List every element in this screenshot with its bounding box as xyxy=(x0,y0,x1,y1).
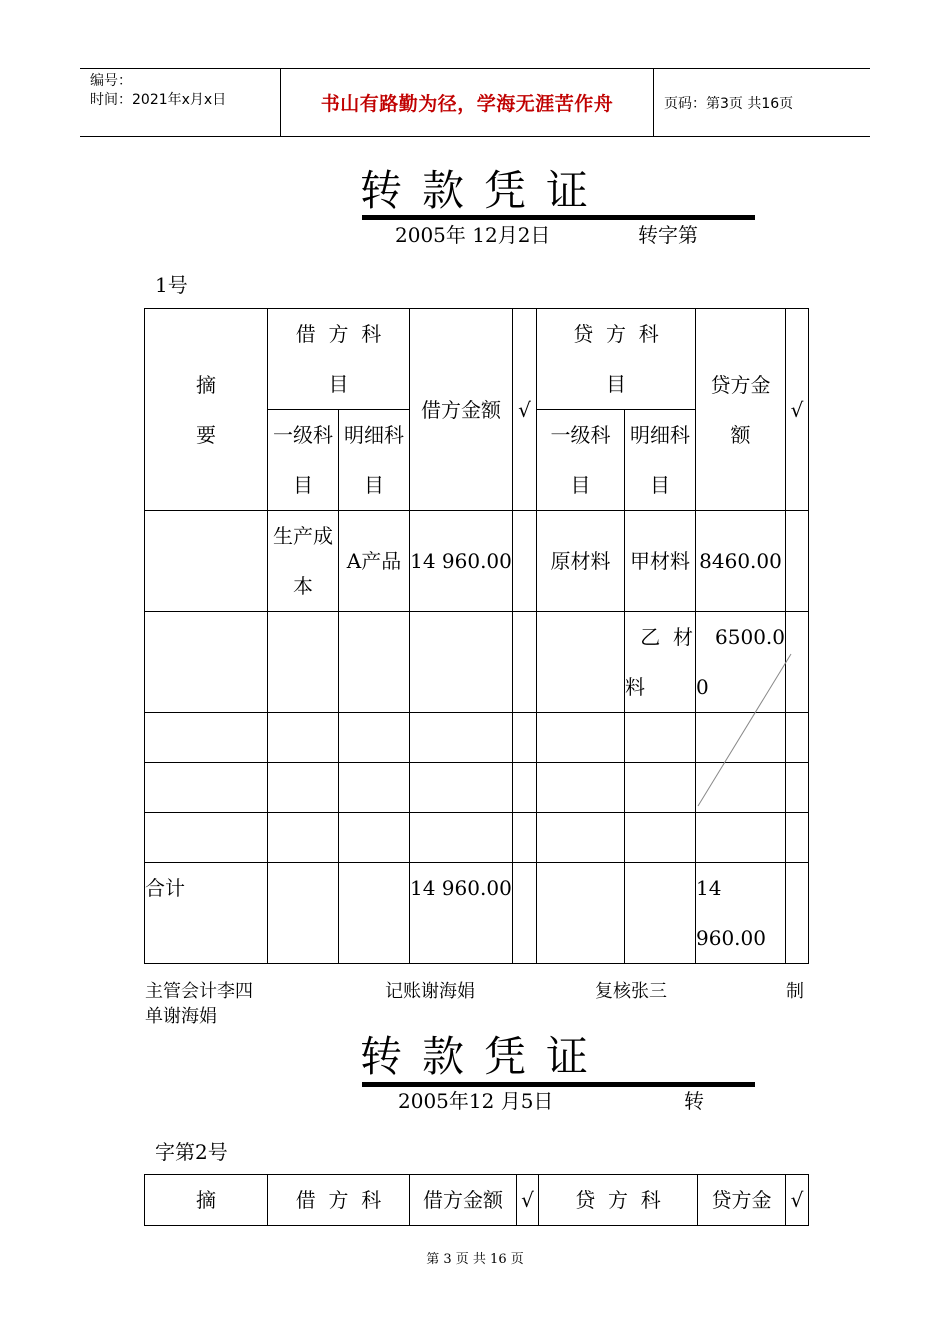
total-credit-amount xyxy=(696,863,786,964)
summary-header-line1: 摘 xyxy=(196,372,216,397)
header-left-cell xyxy=(80,69,281,136)
row4-cell xyxy=(513,763,537,813)
row5-cell xyxy=(145,813,268,863)
row3-cell xyxy=(268,713,339,763)
row2-credit-detail-line1: 乙 材 xyxy=(640,625,693,649)
row4-cell xyxy=(537,763,625,813)
row5-cell xyxy=(410,813,513,863)
row1-debit-first-line1: 生产成 xyxy=(273,524,333,548)
voucher1-number: 1号 xyxy=(155,273,188,297)
row4-cell xyxy=(410,763,513,813)
voucher2-date: 2005年12 月5日 xyxy=(398,1089,554,1113)
credit-detail-header xyxy=(625,410,696,511)
row2-credit-amount-line1: 6500.0 xyxy=(715,625,785,649)
row2-debit-detail xyxy=(339,612,410,713)
row1-credit-detail: 甲材料 xyxy=(625,511,696,612)
v2-debit-amount-header: 借方金额 xyxy=(410,1175,517,1226)
v2-debit-account-header: 借 方 科 xyxy=(268,1175,410,1226)
row2-summary xyxy=(145,612,268,713)
row1-credit-check xyxy=(786,511,809,612)
summary-header xyxy=(145,309,268,511)
row3-cell xyxy=(513,713,537,763)
debit-detail-line1: 明细科 xyxy=(344,423,404,447)
voucher2-word: 转 xyxy=(684,1089,704,1113)
credit-account-header xyxy=(537,309,696,410)
voucher2-table xyxy=(144,1174,809,1226)
row3-cell xyxy=(625,713,696,763)
credit-amount-header xyxy=(696,309,786,511)
credit-detail-line1: 明细科 xyxy=(630,423,690,447)
credit-check-header: √ xyxy=(786,309,809,511)
total-debit-check xyxy=(513,863,537,964)
signature-maker-prefix: 制 xyxy=(786,981,804,1002)
credit-first-level-line2: 目 xyxy=(570,473,591,497)
row5-cell xyxy=(786,813,809,863)
voucher1-table xyxy=(144,308,809,964)
total-debit-amount: 14 960.00 xyxy=(410,863,513,964)
row2-debit-check xyxy=(513,612,537,713)
voucher1-date: 2005年 12月2日 xyxy=(395,223,551,247)
credit-account-header-line1: 贷 方 科 xyxy=(573,322,659,346)
signature-bookkeeper: 记账谢海娟 xyxy=(385,981,475,1002)
row1-summary xyxy=(145,511,268,612)
row1-debit-first xyxy=(268,511,339,612)
motto-text: 书山有路勤为径，学海无涯苦作舟 xyxy=(320,93,614,115)
debit-first-level-header xyxy=(268,410,339,511)
row2-credit-amount-line2: 0 xyxy=(696,675,709,699)
row2-debit-amount xyxy=(410,612,513,713)
doc-number-label: 编号： xyxy=(90,73,132,89)
v2-summary-header: 摘 xyxy=(145,1175,268,1226)
header-page-cell xyxy=(654,69,870,136)
summary-header-line2: 要 xyxy=(196,422,216,447)
row4-cell xyxy=(145,763,268,813)
signature-reviewer: 复核张三 xyxy=(595,981,667,1002)
row2-credit-detail-line2: 料 xyxy=(625,675,645,699)
row1-credit-amount: 8460.00 xyxy=(696,511,786,612)
credit-first-level-line1: 一级科 xyxy=(550,423,611,447)
debit-detail-header xyxy=(339,410,410,511)
doc-time-label: 时间：2021年x月x日 xyxy=(90,92,227,108)
page-header xyxy=(80,68,870,137)
total-credit-amount-line1: 14 xyxy=(696,876,722,900)
row2-credit-first xyxy=(537,612,625,713)
debit-account-header-line1: 借 方 科 xyxy=(295,322,382,346)
row1-debit-first-line2: 本 xyxy=(293,574,313,598)
signature-maker: 单谢海娟 xyxy=(145,1006,217,1027)
row2-credit-detail xyxy=(625,612,696,713)
header-motto-cell xyxy=(281,69,654,136)
row5-cell xyxy=(537,813,625,863)
row1-debit-check xyxy=(513,511,537,612)
voucher1-title: 转款凭证 xyxy=(360,166,609,215)
row1-credit-first: 原材料 xyxy=(537,511,625,612)
row5-cell xyxy=(268,813,339,863)
row3-cell xyxy=(410,713,513,763)
v2-credit-account-header: 贷 方 科 xyxy=(539,1175,698,1226)
debit-account-header xyxy=(268,309,410,410)
voucher1-word: 转字第 xyxy=(638,223,698,247)
voucher2-number: 字第2号 xyxy=(155,1140,228,1164)
row3-cell xyxy=(537,713,625,763)
debit-amount-header: 借方金额 xyxy=(410,309,513,511)
page-footer: 第 3 页 共 16 页 xyxy=(426,1252,524,1267)
debit-first-level-line2: 目 xyxy=(293,473,313,497)
total-label: 合计 xyxy=(145,863,268,964)
debit-account-header-line2: 目 xyxy=(328,372,349,396)
row4-cell xyxy=(625,763,696,813)
credit-amount-header-line2: 额 xyxy=(730,422,751,447)
total-credit-detail xyxy=(625,863,696,964)
credit-amount-header-line1: 贷方金 xyxy=(710,372,771,397)
v2-credit-amount-header: 贷方金 xyxy=(698,1175,786,1226)
credit-detail-line2: 目 xyxy=(650,473,670,497)
total-debit-first xyxy=(268,863,339,964)
row5-cell xyxy=(625,813,696,863)
header-page-info: 页码：第3页 共16页 xyxy=(664,95,794,112)
total-credit-first xyxy=(537,863,625,964)
row2-debit-first xyxy=(268,612,339,713)
debit-detail-line2: 目 xyxy=(364,473,384,497)
row5-cell xyxy=(513,813,537,863)
row1-debit-detail: A产品 xyxy=(339,511,410,612)
table-row xyxy=(145,813,809,863)
v2-debit-check-header: √ xyxy=(517,1175,539,1226)
signature-supervisor: 主管会计李四 xyxy=(145,981,253,1002)
row4-cell xyxy=(339,763,410,813)
row4-cell xyxy=(268,763,339,813)
v2-credit-check-header: √ xyxy=(786,1175,809,1226)
credit-first-level-header xyxy=(537,410,625,511)
total-debit-detail xyxy=(339,863,410,964)
total-credit-amount-line2: 960.00 xyxy=(696,926,766,950)
row5-cell xyxy=(339,813,410,863)
voucher2-title: 转款凭证 xyxy=(360,1032,609,1081)
total-row xyxy=(145,863,809,964)
table-row xyxy=(145,511,809,612)
debit-first-level-line1: 一级科 xyxy=(273,423,333,447)
row3-cell xyxy=(145,713,268,763)
row5-cell xyxy=(696,813,786,863)
total-credit-check xyxy=(786,863,809,964)
debit-check-header: √ xyxy=(513,309,537,511)
diagonal-strike-line xyxy=(695,650,795,810)
credit-account-header-line2: 目 xyxy=(606,372,626,396)
row3-cell xyxy=(339,713,410,763)
row1-debit-amount: 14 960.00 xyxy=(410,511,513,612)
